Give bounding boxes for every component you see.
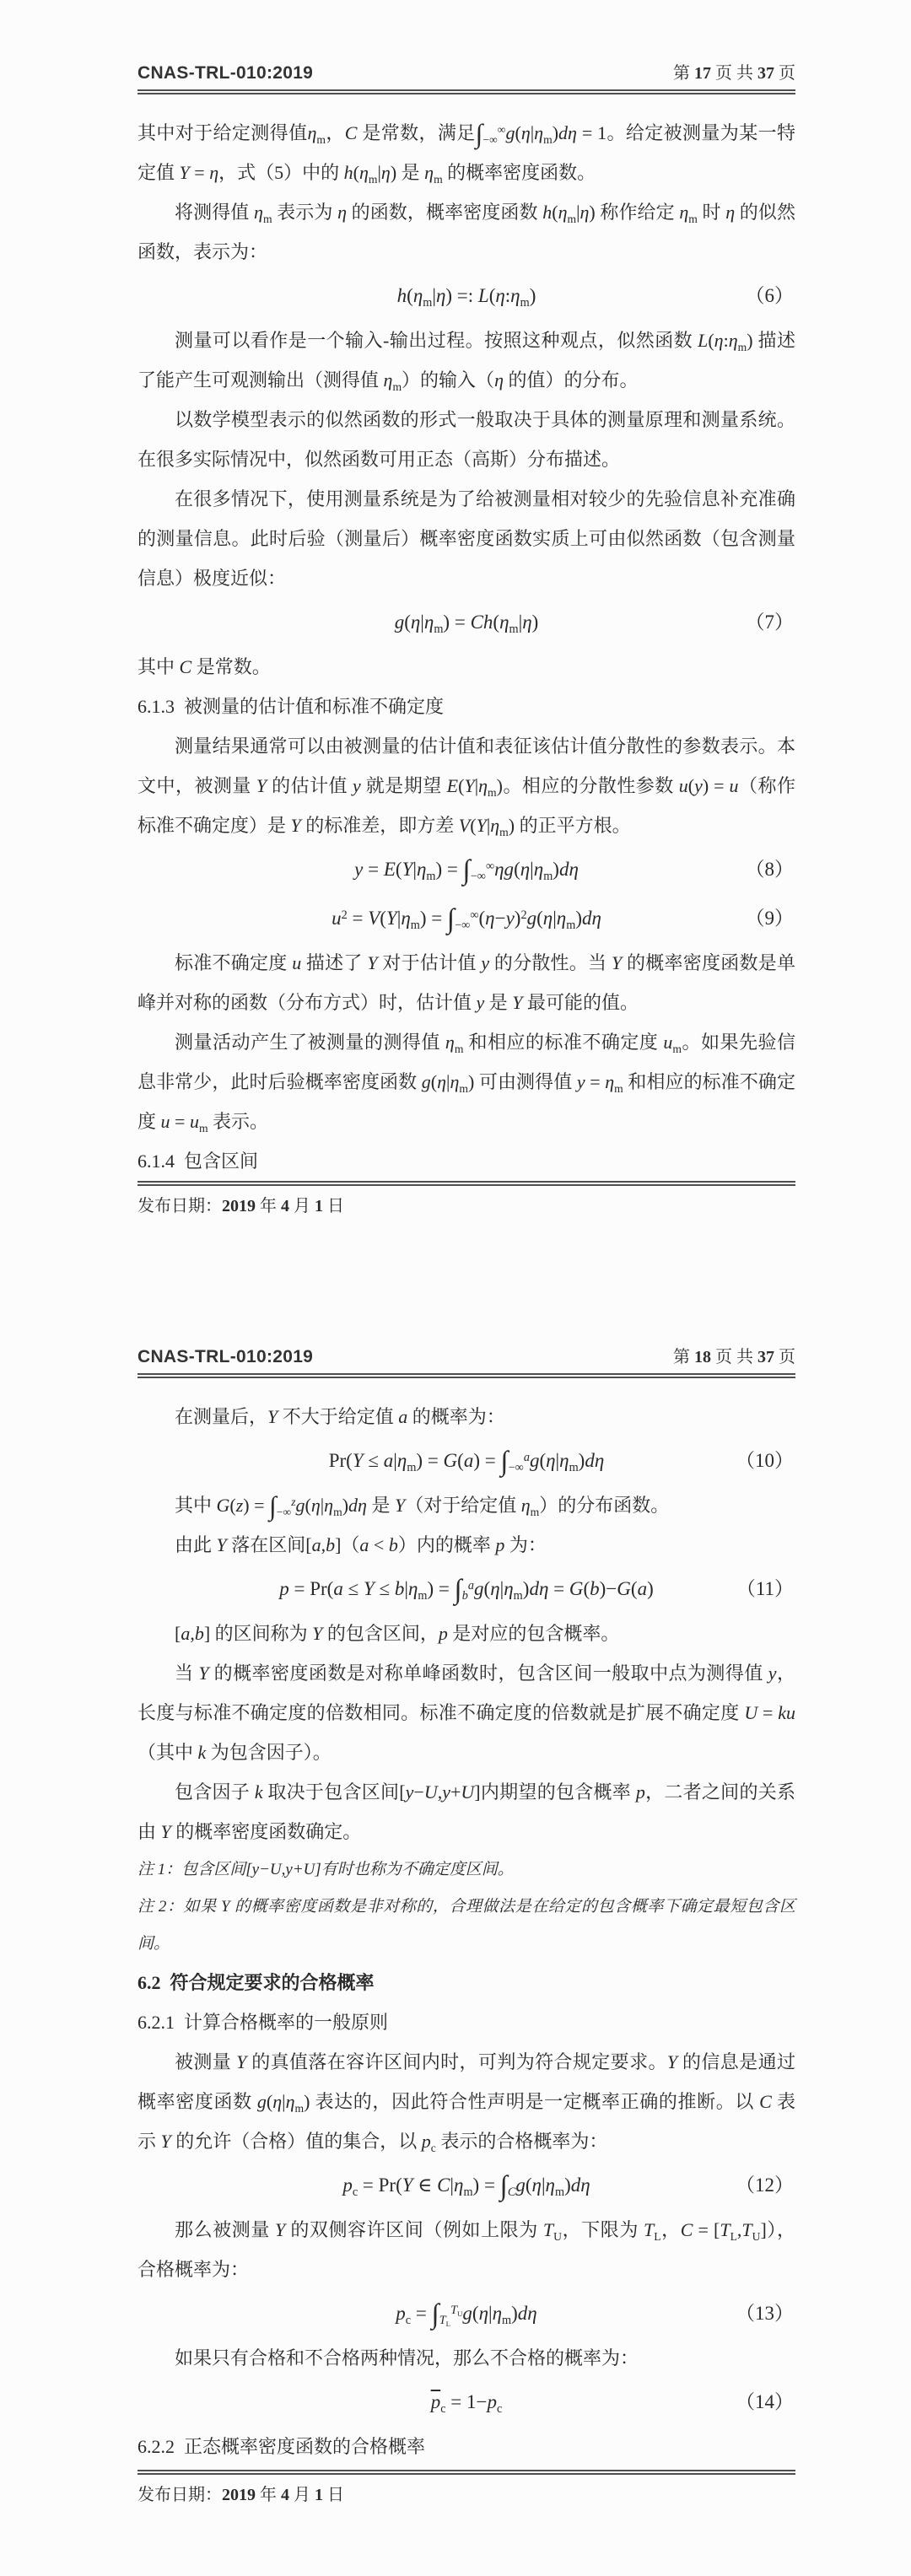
equation: [137, 894, 795, 943]
page-number: 第 18 页 共 37 页: [673, 1348, 795, 1366]
equation-number: （11）: [736, 1578, 794, 1599]
paragraph: 将测得值 $\eta_m$ 表示为 η 的函数，概率密度函数 $h(\eta_m|\eta)$ 称作给定 $\eta_m$ 时 η 的似然函数，表示为：: [137, 202, 795, 262]
equation-body: $p = Pr(a \le Y \le b|\eta_m) = \int_b^ag(\eta|\eta_m)d\eta = G(b)-G(a)$: [279, 1574, 654, 1605]
issue-date: 发布日期：2019 年 4 月 1 日: [137, 1197, 344, 1215]
issue-date: 发布日期：2019 年 4 月 1 日: [137, 2486, 344, 2504]
equation-number: （12）: [736, 2175, 794, 2196]
page-body: [137, 113, 795, 1181]
equation: [137, 1436, 795, 1485]
page-footer: [137, 2470, 795, 2505]
paragraph: 测量可以看作是一个输入-输出过程。按照这种观点，似然函数 $L(\eta:\eta_m)$ 描述了能产生可观测输出（测得值 $\eta_m$）的输入（η 的值）的分布。: [137, 330, 795, 393]
paragraph: 那么被测量 Y 的双侧容许区间（例如上限为 $T_U$，下限为 $T_L$，$C = [T_L,T_U]$），合格概率为：: [137, 2219, 795, 2280]
paragraph: 由此 Y 落在区间[a,b]（a < b）内的概率 p 为：: [175, 1534, 547, 1555]
paragraph: 其中 $G(z) = \int_{-\infty}^zg(\eta|\eta_m)d\eta$ 是 Y（对于给定值 $\eta_m$）的分布函数。: [175, 1490, 670, 1521]
equation: [137, 272, 795, 321]
paragraph: 测量活动产生了被测量的测得值 $\eta_m$ 和相应的标准不确定度 $u_m$。如果先验信息非常少，此时后验概率密度函数 $g(\eta|\eta_m)$ 可由测得值 $y = \eta_m$ 和相应的标准不确定度 $u = u_m$ 表示。: [137, 1032, 795, 1134]
equation: [137, 845, 795, 894]
equation-number: （13）: [736, 2303, 794, 2324]
page-footer: [137, 1181, 795, 1216]
page-18: [137, 1343, 795, 2505]
paragraph: 其中对于给定测得值$\eta_m$，C 是常数，满足$\int_{-\infty}^\infty g(\eta|\eta_m)d\eta = 1$。给定被测量为某一特定值 Y = η，式（5）中的 $h(\eta_m|\eta)$ 是 $\eta_m$ 的概率密度函数。: [137, 118, 795, 186]
equation-number: （7）: [745, 612, 794, 633]
equation-number: （8）: [745, 859, 794, 880]
paragraph: 测量结果通常可以由被测量的估计值和表征该估计值分散性的参数表示。本文中，被测量 Y 的估计值 y 就是期望 $E(Y|\eta_m)$。相应的分散性参数 u(y) = u（称作标准不确定度）是 Y 的标准差，即方差 $V(Y|\eta_m)$ 的正平方根。: [137, 736, 795, 838]
equation-body: $u^2 = V(Y|\eta_m) = \int_{-\infty}^\infty(\eta-y)^2g(\eta|\eta_m)d\eta$: [332, 903, 601, 935]
paragraph: 当 Y 的概率密度函数是对称单峰函数时，包含区间一般取中点为测得值 y，长度与标准不确定度的倍数相同。标准不确定度的倍数就是扩展不确定度 U = ku（其中 k 为包含因子）。: [137, 1663, 795, 1763]
section-heading: 6.1.3 被测量的估计值和标准不确定度: [137, 696, 445, 717]
paragraph: 其中 C 是常数。: [137, 656, 271, 677]
equation-number: （10）: [736, 1450, 794, 1471]
equation-body: $y = E(Y|\eta_m) = \int_{-\infty}^\infty\eta g(\eta|\eta_m)d\eta$: [354, 854, 579, 886]
equation: [137, 1565, 795, 1614]
paragraph: 标准不确定度 u 描述了 Y 对于估计值 y 的分散性。当 Y 的概率密度函数是单峰并对称的函数（分布方式）时，估计值 y 是 Y 最可能的值。: [137, 952, 795, 1013]
paragraph: 如果只有合格和不合格两种情况，那么不合格的概率为：: [175, 2347, 639, 2369]
equation-number: （14）: [736, 2391, 794, 2412]
note: 注 1：包含区间[y−U,y+U]有时也称为不确定度区间。: [137, 1861, 514, 1878]
page-number: 第 17 页 共 37 页: [673, 64, 795, 83]
equation-body: $\overline{p}_c = 1-p_c$: [430, 2391, 503, 2416]
equation: [137, 2289, 795, 2338]
equation-body: $Pr(Y \le a|\eta_m) = G(a) = \int_{-\infty}^ag(\eta|\eta_m)d\eta$: [328, 1446, 605, 1477]
section-heading: 6.2.1 计算合格概率的一般原则: [137, 2012, 389, 2033]
page-header: [137, 1343, 795, 1378]
page-body: [137, 1397, 795, 2466]
paragraph: 包含因子 k 取决于包含区间[y−U,y+U]内期望的包含概率 p，二者之间的关系由 Y 的概率密度函数确定。: [137, 1781, 795, 1842]
section-heading: 6.2.2 正态概率密度函数的合格概率: [137, 2436, 426, 2457]
doc-id: CNAS-TRL-010:2019: [137, 63, 314, 83]
equation-body: $g(\eta|\eta_m) = Ch(\eta_m|\eta)$: [394, 612, 539, 636]
paragraph: [a,b] 的区间称为 Y 的包含区间，p 是对应的包含概率。: [175, 1623, 620, 1644]
doc-id: CNAS-TRL-010:2019: [137, 1347, 314, 1366]
paragraph: 在很多情况下，使用测量系统是为了给被测量相对较少的先验信息补充准确的测量信息。此时后验（测量后）概率密度函数实质上可由似然函数（包含测量信息）极度近似：: [137, 488, 795, 589]
equation-number: （6）: [745, 285, 794, 306]
equation: [137, 2378, 795, 2427]
note: 注 2：如果 Y 的概率密度函数是非对称的，合理做法是在给定的包含概率下确定最短包含区间。: [137, 1898, 795, 1953]
section-heading: 6.1.4 包含区间: [137, 1151, 259, 1172]
equation: [137, 598, 795, 647]
equation-body: $h(\eta_m|\eta)$ =: $L(\eta:\eta_m)$: [396, 285, 536, 310]
page-header: [137, 59, 795, 94]
equation-body: $p_c = Pr(Y$ ∈ $C|\eta_m) = \int_Cg(\eta|\eta_m)d\eta$: [342, 2170, 590, 2201]
paragraph: 以数学模型表示的似然函数的形式一般取决于具体的测量原理和测量系统。在很多实际情况中，似然函数可用正态（高斯）分布描述。: [137, 409, 795, 470]
paragraph: 在测量后，Y 不大于给定值 a 的概率为：: [175, 1406, 505, 1427]
page-17: [137, 59, 795, 1216]
equation: [137, 2161, 795, 2210]
equation-body: $p_c = \int_{T_L}^{T_U}g(\eta|\eta_m)d\eta$: [396, 2298, 537, 2330]
section-heading: 6.2 符合规定要求的合格概率: [137, 1972, 375, 1993]
equation-number: （9）: [745, 908, 794, 929]
paragraph: 被测量 Y 的真值落在容许区间内时，可判为符合规定要求。Y 的信息是通过概率密度函数 $g(\eta|\eta_m)$ 表达的，因此符合性声明是一定概率正确的推断。以 C 表示 Y 的允许（合格）值的集合，以 $p_c$ 表示的合格概率为：: [137, 2051, 795, 2154]
